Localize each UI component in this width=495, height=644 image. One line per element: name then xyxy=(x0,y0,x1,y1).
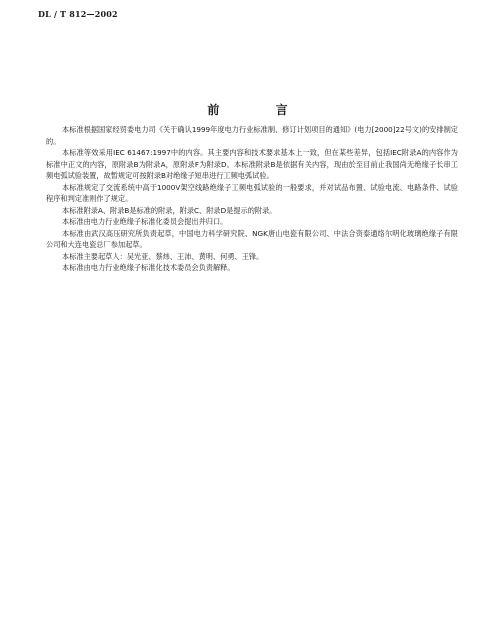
page-title: 前 言 xyxy=(207,103,314,117)
paragraph-5: 本标准由电力行业绝缘子标准化委员会提出并归口。 xyxy=(62,217,228,226)
paragraph-3: 本标准规定了交流系统中高于1000V架空线路绝缘子工频电弧试验的一般要求，并对试品布置、试验电流、电路条件、试验程序和判定准则作了规定。 xyxy=(46,182,458,203)
paragraph-8: 本标准由电力行业绝缘子标准化技术委员会负责解释。 xyxy=(62,263,235,272)
paragraph-4: 本标准附录A、附录B是标准的附录，附录C、附录D是提示的附录。 xyxy=(62,205,277,215)
paragraph-2: 本标准等效采用IEC 61467:1997中的内容。其主要内容和技术要求基本上一致，但在某些差异，包括IEC附录A的内容作为标准中正文的内容，原附录B为附录A，原附录F为附录D。本标准附录B是依据有关内容，现由於至目前止我国尚无绝缘子长串工频电弧试验装置，故暂规定可按附录B对绝缘子短串进行工频电弧试验。 xyxy=(46,148,458,180)
paragraph-1: 本标准根据国家经贸委电力司《关于确认1999年度电力行业标准制、修订计划项目的通知》(电力[2000]22号文)的安排制定的。 xyxy=(46,125,458,146)
standard-code: DL / T 812—2002 xyxy=(38,9,118,19)
paragraph-6: 本标准由武汉高压研究所负责起草，中国电力科学研究院、NGK唐山电瓷有限公司、中法合资泰通络尔明化玻璃绝缘子有限公司和大连电瓷总厂参加起草。 xyxy=(46,228,458,249)
foreword-body xyxy=(46,124,458,274)
paragraph-7: 本标准主要起草人：吴光亚、蔡炜、王沛、黄明、何勇、王锋。 xyxy=(62,251,264,261)
